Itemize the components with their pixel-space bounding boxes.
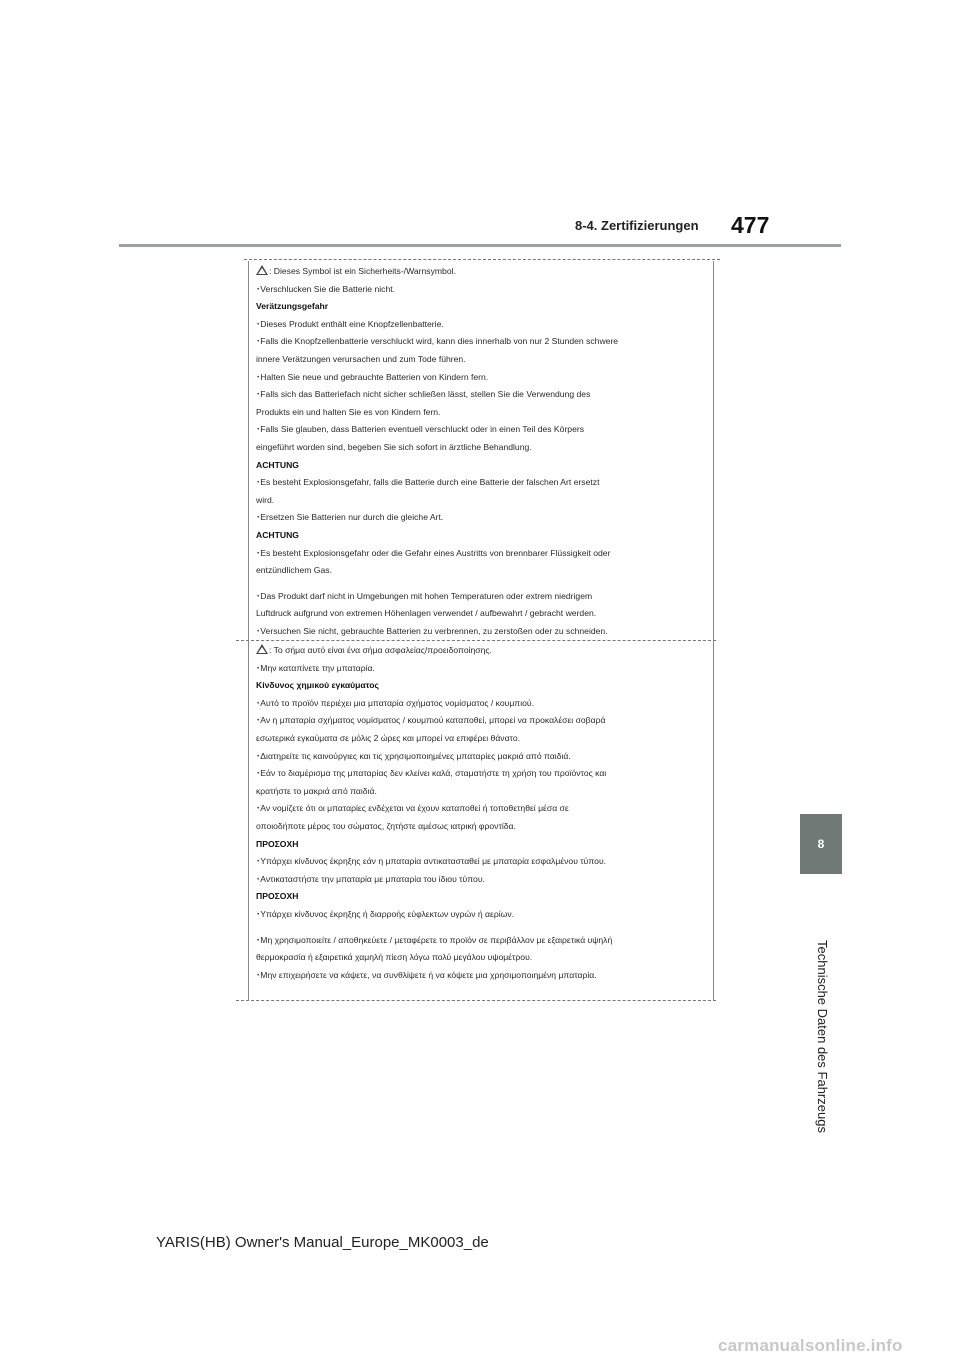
- warning-text-line: ･Διατηρείτε τις καινούργιες και τις χρησιμοποιημένες μπαταρίες μακριά από παιδιά.: [256, 750, 571, 761]
- warning-text-line: ･Das Produkt darf nicht in Umgebungen mit hohen Temperaturen oder extrem niedrigem: [256, 590, 593, 601]
- warning-text-line: innere Verätzungen verursachen und zum Tode führen.: [256, 353, 466, 364]
- warning-text-line: ･Falls sich das Batteriefach nicht sicher schließen lässt, stellen Sie die Verwendung des: [256, 389, 591, 400]
- warning-heading: Κίνδυνος χημικού εγκαύματος: [256, 680, 379, 691]
- warning-text-line: eingeführt worden sind, begeben Sie sich sofort in ärztliche Behandlung.: [256, 441, 532, 452]
- chapter-label: Technische Daten des Fahrzeugs: [815, 940, 830, 1133]
- warning-text-line: ･Verschlucken Sie die Batterie nicht.: [256, 283, 396, 294]
- warning-text-line: ･Εάν το διαμέρισμα της μπαταρίας δεν κλείνει καλά, σταματήστε τη χρήση του προϊόντος και: [256, 768, 607, 779]
- chapter-number: 8: [817, 837, 825, 851]
- chapter-tab[interactable]: [800, 814, 842, 874]
- warning-text-line: Luftdruck aufgrund von extremen Höhenlagen verwendet / aufbewahrt / gebracht werden.: [256, 608, 597, 619]
- page-number: 477: [731, 212, 770, 238]
- warning-heading: ACHTUNG: [256, 459, 299, 470]
- warning-text-line: θερμοκρασία ή εξαιρετικά χαμηλή πίεση λόγω πολύ μεγάλου υψομέτρου.: [256, 952, 533, 963]
- warning-text-line: ･Μην καταπίνετε την μπαταρία.: [256, 662, 375, 673]
- warning-text-line: ･Ersetzen Sie Batterien nur durch die gleiche Art.: [256, 512, 444, 523]
- warning-text-line: ･Υπάρχει κίνδυνος έκρηξης ή διαρροής εύφλεκτων υγρών ή αερίων.: [256, 908, 515, 919]
- german-warning-block: [256, 263, 712, 640]
- warning-text-line: wird.: [256, 494, 275, 505]
- warning-heading: ΠΡΟΣΟΧΗ: [256, 891, 299, 902]
- warning-heading: Verätzungsgefahr: [256, 301, 329, 312]
- warning-text-line: ･Αν η μπαταρία σχήματος νομίσματος / κουμπιού καταποθεί, μπορεί να προκαλέσει σοβαρά: [256, 715, 606, 726]
- warning-triangle-icon: [256, 644, 268, 654]
- warning-text-line: οποιοδήποτε μέρος του σώματος, ζητήστε αμέσως ιατρική φροντίδα.: [256, 820, 516, 831]
- warning-text-line: ･Es besteht Explosionsgefahr, falls die Batterie durch eine Batterie der falschen Art ersetzt: [256, 477, 600, 488]
- warning-text-line: κρατήστε το μακριά από παιδιά.: [256, 785, 377, 796]
- greek-symbol-line: : Το σήμα αυτό είναι ένα σήμα ασφαλείας/προειδοποίησης.: [256, 642, 712, 660]
- warning-text-line: entzündlichem Gas.: [256, 565, 332, 576]
- watermark: carmanualsonline.info: [718, 1336, 903, 1355]
- warning-text-line: ･Versuchen Sie nicht, gebrauchte Batterien zu verbrennen, zu zerstoßen oder zu schneiden.: [256, 625, 608, 636]
- warning-text-line: ･Μην επιχειρήσετε να κάψετε, να συνθλίψετε ή να κόψετε μια χρησιμοποιημένη μπαταρία.: [256, 969, 597, 980]
- scan-border-bottom: [236, 1000, 716, 1001]
- header-divider: [119, 244, 841, 247]
- warning-text-line: ･Υπάρχει κίνδυνος έκρηξης εάν η μπαταρία αντικατασταθεί με μπαταρία εσφαλμένου τύπου.: [256, 856, 607, 867]
- warning-text-line: ･Halten Sie neue und gebrauchte Batterien von Kindern fern.: [256, 371, 489, 382]
- warning-text-line: ･Αυτό το προϊόν περιέχει μια μπαταρία σχήματος νομίσματος / κουμπιού.: [256, 697, 535, 708]
- warning-text-line: ･Αν νομίζετε ότι οι μπαταρίες ενδέχεται να έχουν καταποθεί ή τοποθετηθεί μέσα σε: [256, 803, 569, 814]
- warning-triangle-icon: [256, 265, 268, 275]
- warning-text-line: ･Αντικαταστήστε την μπαταρία με μπαταρία του ίδιου τύπου.: [256, 873, 485, 884]
- paragraph-gap: [256, 924, 712, 932]
- scan-border-top: [244, 259, 720, 260]
- warning-text-line: ･Falls die Knopfzellenbatterie verschluckt wird, kann dies innerhalb von nur 2 Stunden schwere: [256, 336, 619, 347]
- manual-identifier: YARIS(HB) Owner's Manual_Europe_MK0003_de: [156, 1234, 489, 1251]
- warning-text-line: ･Es besteht Explosionsgefahr oder die Gefahr eines Austritts von brennbarer Flüssigkeit oder: [256, 547, 611, 558]
- warning-text-line: ･Dieses Produkt enthält eine Knopfzellenbatterie.: [256, 318, 444, 329]
- section-title: 8-4. Zertifizierungen: [575, 218, 699, 233]
- warning-heading: ΠΡΟΣΟΧΗ: [256, 838, 299, 849]
- warning-text-line: ･Μη χρησιμοποιείτε / αποθηκεύετε / μεταφέρετε το προϊόν σε περιβάλλον με εξαιρετικά υψηλή: [256, 934, 613, 945]
- german-symbol-line: : Dieses Symbol ist ein Sicherheits-/Warnsymbol.: [256, 263, 712, 281]
- warning-text-line: Produkts ein und halten Sie es von Kindern fern.: [256, 406, 441, 417]
- warning-text-line: εσωτερικά εγκαύματα σε μόλις 2 ώρες και μπορεί να επιφέρει θάνατο.: [256, 732, 520, 743]
- warning-text-line: ･Falls Sie glauben, dass Batterien eventuell verschluckt oder in einen Teil des Körpers: [256, 424, 585, 435]
- greek-warning-block: [256, 642, 712, 984]
- paragraph-gap: [256, 580, 712, 588]
- warning-heading: ACHTUNG: [256, 529, 299, 540]
